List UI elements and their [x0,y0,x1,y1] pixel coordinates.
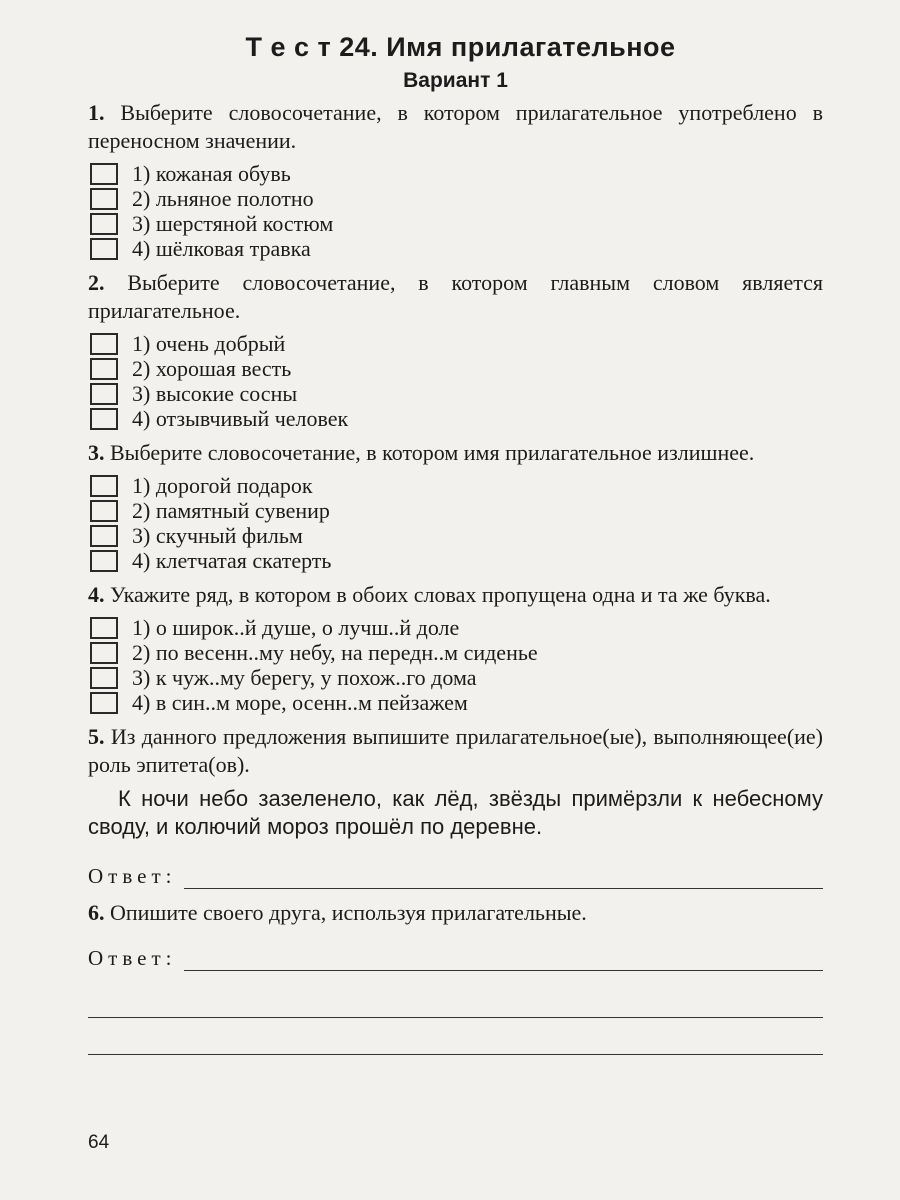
answer-line[interactable] [184,866,823,889]
option-label: 2) хорошая весть [132,355,292,381]
option[interactable] [90,665,823,690]
question-1-options [90,161,823,261]
answer-label: Ответ: [88,946,177,970]
option-label: 3) высокие сосны [132,380,298,406]
checkbox[interactable] [90,358,118,380]
checkbox[interactable] [90,238,118,260]
checkbox[interactable] [90,213,118,235]
option[interactable] [90,473,823,498]
option[interactable] [90,356,823,381]
checkbox[interactable] [90,475,118,497]
checkbox[interactable] [90,500,118,522]
option[interactable] [90,690,823,715]
option[interactable] [90,523,823,548]
answer-line[interactable] [184,948,823,971]
worksheet-page [88,28,823,1055]
question-number: 5. [88,724,105,749]
option-label: 2) по весенн..му небу, на передн..м сиденье [132,639,538,665]
checkbox[interactable] [90,333,118,355]
question-4 [88,581,823,609]
page-number: 64 [88,1132,110,1153]
checkbox[interactable] [90,408,118,430]
option[interactable] [90,211,823,236]
question-text: Укажите ряд, в котором в обоих словах пропущена одна и та же буква. [110,582,771,607]
question-3 [88,439,823,467]
answer-row-6 [88,941,823,971]
option-label: 3) к чуж..му берегу, у похож..го дома [132,664,477,690]
checkbox[interactable] [90,617,118,639]
option[interactable] [90,161,823,186]
answer-label: Ответ: [88,864,177,888]
option[interactable] [90,615,823,640]
option[interactable] [90,548,823,573]
checkbox[interactable] [90,692,118,714]
question-6 [88,899,823,927]
source-sentence: К ночи небо зазеленело, как лёд, звёзды примёрзли к небесному своду, и колючий мороз прошёл по деревне. [88,786,823,839]
option-label: 1) кожаная обувь [132,160,291,186]
question-4-options [90,615,823,715]
question-number: 3. [88,440,105,465]
question-2-options [90,331,823,431]
option[interactable] [90,236,823,261]
answer-row-5 [88,859,823,889]
option-label: 4) шёлковая травка [132,235,311,261]
option-label: 3) скучный фильм [132,522,303,548]
question-number: 1. [88,100,105,125]
checkbox[interactable] [90,550,118,572]
checkbox[interactable] [90,642,118,664]
option-label: 2) памятный сувенир [132,497,330,523]
question-text: Выберите словосочетание, в котором прилагательное употреблено в переносном значении. [88,100,824,153]
option-label: 1) очень добрый [132,330,286,356]
option[interactable] [90,331,823,356]
question-number: 2. [88,270,105,295]
checkbox[interactable] [90,188,118,210]
option[interactable] [90,186,823,211]
option[interactable] [90,381,823,406]
question-number: 6. [88,900,105,925]
option-label: 2) льняное полотно [132,185,314,211]
variant-heading: Вариант 1 [403,69,508,92]
answer-extra-line[interactable] [88,1018,823,1055]
option[interactable] [90,498,823,523]
question-2 [88,269,823,325]
question-1 [88,99,823,155]
question-5 [88,723,823,779]
question-text: Опишите своего друга, используя прилагательные. [110,900,587,925]
question-number: 4. [88,582,105,607]
option-label: 4) в син..м море, осенн..м пейзажем [132,689,468,715]
option[interactable] [90,640,823,665]
question-text: Выберите словосочетание, в котором главным словом является прилагательное. [88,270,823,323]
checkbox[interactable] [90,667,118,689]
option-label: 3) шерстяной костюм [132,210,334,236]
option-label: 4) клетчатая скатерть [132,547,332,573]
question-text: Выберите словосочетание, в котором имя прилагательное излишнее. [110,440,755,465]
question-3-options [90,473,823,573]
option-label: 1) о широк..й душе, о лучш..й доле [132,614,460,640]
answer-extra-line[interactable] [88,981,823,1018]
page-title: Т е с т 24. Имя прилагательное [245,32,676,62]
checkbox[interactable] [90,163,118,185]
checkbox[interactable] [90,383,118,405]
checkbox[interactable] [90,525,118,547]
option-label: 1) дорогой подарок [132,472,313,498]
question-text: Из данного предложения выпишите прилагательное(ые), выполняющее(ие) роль эпитета(ов). [88,724,824,777]
option[interactable] [90,406,823,431]
option-label: 4) отзывчивый человек [132,405,349,431]
